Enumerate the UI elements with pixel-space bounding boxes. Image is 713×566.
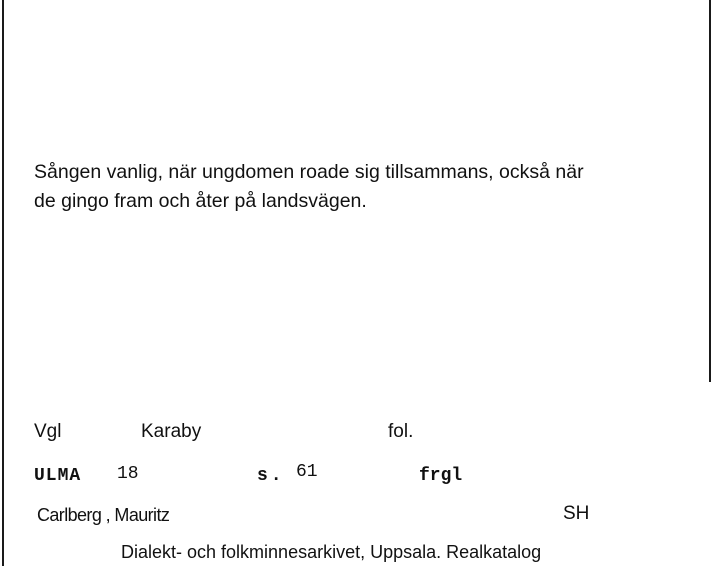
- card-body-text: [34, 158, 584, 216]
- card-right-border: [709, 0, 711, 382]
- page-number: 61: [296, 462, 318, 482]
- landskap-label: Vgl: [34, 421, 62, 442]
- collector-name: Carlberg , Mauritz: [37, 505, 170, 525]
- card-left-border: [2, 0, 4, 566]
- body-line-2: de gingo fram och åter på landsvägen.: [34, 190, 367, 212]
- initials: SH: [563, 503, 590, 524]
- archive-code: ULMA: [34, 466, 82, 486]
- archive-footer: Dialekt- och folkminnesarkivet, Uppsala. Realkatalog: [121, 542, 542, 562]
- format-label: fol.: [388, 421, 414, 442]
- volume-number: 18: [117, 464, 139, 484]
- record-type: frgl: [419, 466, 463, 486]
- page-prefix: s.: [257, 466, 285, 486]
- body-line-1: Sången vanlig, när ungdomen roade sig tillsammans, också när: [34, 161, 584, 183]
- socken-label: Karaby: [141, 421, 202, 442]
